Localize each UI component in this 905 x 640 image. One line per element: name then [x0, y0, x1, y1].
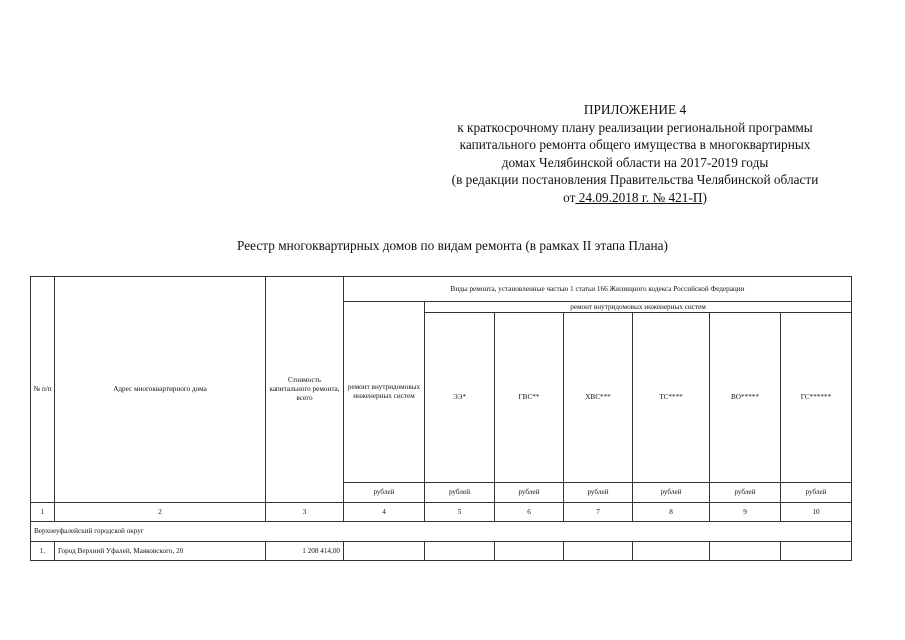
header-cost: Стоимость капитального ремонта, всего — [266, 277, 344, 503]
unit-cell: рублей — [781, 483, 852, 503]
header-address: Адрес многоквартирного дома — [55, 277, 266, 503]
unit-cell: рублей — [344, 483, 425, 503]
appendix-line: к краткосрочному плану реализации региональной программы — [457, 119, 813, 135]
row-cell — [344, 542, 425, 561]
unit-cell: рублей — [710, 483, 781, 503]
table-row — [31, 542, 852, 561]
header-ee: ЭЭ* — [425, 313, 495, 483]
header-ts: ТС**** — [633, 313, 710, 483]
appendix-line: капитального ремонта общего имущества в многоквартирных — [459, 137, 811, 152]
appendix-line: домах Челябинской области на 2017-2019 годы — [501, 154, 769, 170]
section-row: Верхнеуфалейский городской округ — [31, 522, 852, 542]
row-cell — [425, 542, 495, 561]
column-number: 2 — [55, 503, 266, 522]
header-hvs: ХВС*** — [564, 313, 633, 483]
column-number: 6 — [495, 503, 564, 522]
document-title: Реестр многоквартирных домов по видам ремонта (в рамках II этапа Плана) — [237, 238, 668, 253]
appendix-line: (в редакции постановления Правительства Челябинской области — [451, 172, 819, 187]
column-number: 4 — [344, 503, 425, 522]
column-number: 8 — [633, 503, 710, 522]
column-number: 7 — [564, 503, 633, 522]
header-gs: ГС****** — [781, 313, 852, 483]
row-cell — [564, 542, 633, 561]
row-cell — [495, 542, 564, 561]
appendix-header — [400, 101, 870, 206]
unit-cell: рублей — [633, 483, 710, 503]
resolution-date: 24.09.2018 г. № 421-П — [575, 189, 703, 205]
row-cell — [633, 542, 710, 561]
header-internal-systems: ремонт внутридомовых инженерных систем — [425, 302, 852, 313]
appendix-number: ПРИЛОЖЕНИЕ 4 — [583, 102, 687, 117]
header-repair-types: Виды ремонта, установленные частью 1 статьи 166 Жилищного кодекса Российской Федерации — [344, 277, 852, 302]
register-table — [30, 276, 852, 561]
column-number: 9 — [710, 503, 781, 522]
row-cell — [781, 542, 852, 561]
row-address: Город Верхний Уфалей, Маяковского, 20 — [55, 542, 266, 561]
appendix-date-line — [400, 189, 870, 207]
row-cell — [710, 542, 781, 561]
header-gvs: ГВС** — [495, 313, 564, 483]
column-number: 10 — [781, 503, 852, 522]
row-number: 1. — [31, 542, 55, 561]
header-internal-repair: ремонт внутридомовых инженерных систем — [344, 302, 425, 483]
column-number: 3 — [266, 503, 344, 522]
unit-cell: рублей — [425, 483, 495, 503]
column-number: 5 — [425, 503, 495, 522]
unit-cell: рублей — [564, 483, 633, 503]
column-number: 1 — [31, 503, 55, 522]
row-cost: 1 208 414,00 — [266, 542, 344, 561]
date-prefix: от — [563, 189, 576, 205]
header-vo: ВО***** — [710, 313, 781, 483]
header-no: № п/п — [31, 277, 55, 503]
unit-cell: рублей — [495, 483, 564, 503]
date-suffix: ) — [702, 189, 707, 205]
